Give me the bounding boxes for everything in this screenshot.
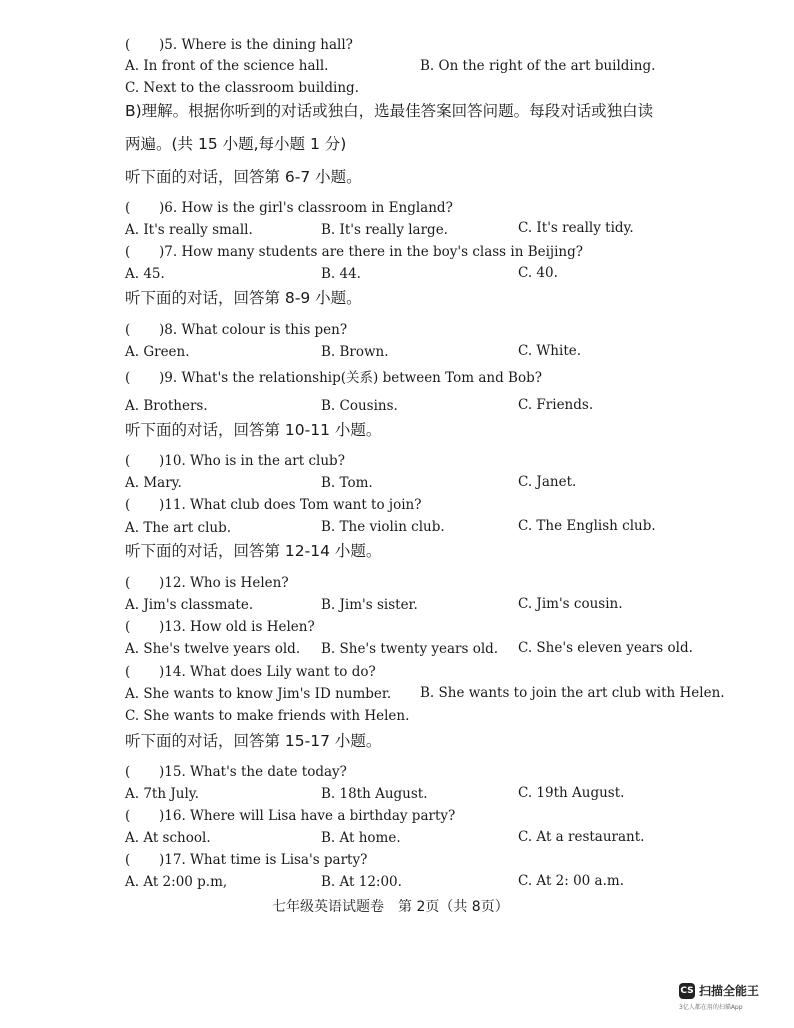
q15-option-a: A. 7th July. [125,786,199,802]
q10-option-c: C. Janet. [518,474,577,490]
q12-option-b: B. Jim's sister. [321,597,418,613]
question-5: ( )5. Where is the dining hall? [125,37,353,53]
question-15: ( )15. What's the date today? [125,764,347,780]
q13-option-c: C. She's eleven years old. [518,640,693,656]
q13-option-b: B. She's twenty years old. [321,641,499,657]
q8-option-c: C. White. [518,343,582,359]
question-7: ( )7. How many students are there in the boy's class in Beijing? [125,244,584,260]
q17-option-c: C. At 2: 00 a.m. [518,873,624,889]
section-b-instruction-line1: B)理解。根据你听到的对话或独白，选最佳答案回答问题。每段对话或独白读 [125,102,654,120]
q5-option-b: B. On the right of the art building. [420,58,656,74]
q17-option-b: B. At 12:00. [321,874,402,890]
question-14: ( )14. What does Lily want to do? [125,664,376,680]
question-9: ( )9. What's the relationship(关系) between Tom and Bob? [125,370,542,386]
q9-option-c: C. Friends. [518,397,594,413]
q9-option-b: B. Cousins. [321,398,398,414]
question-11: ( )11. What club does Tom want to join? [125,497,422,513]
q6-option-c: C. It's really tidy. [518,220,634,236]
q8-option-b: B. Brown. [321,344,389,360]
q16-option-a: A. At school. [125,830,211,846]
question-17: ( )17. What time is Lisa's party? [125,852,368,868]
question-10: ( )10. Who is in the art club? [125,453,345,469]
q5-option-c: C. Next to the classroom building. [125,80,359,96]
heading-6-7: 听下面的对话，回答第 6-7 小题。 [125,168,362,186]
q11-option-c: C. The English club. [518,518,656,534]
q14-option-b: B. She wants to join the art club with Helen. [420,685,725,701]
q15-option-c: C. 19th August. [518,785,625,801]
heading-10-11: 听下面的对话，回答第 10-11 小题。 [125,421,382,439]
q16-option-b: B. At home. [321,830,401,846]
q7-option-b: B. 44. [321,266,361,282]
watermark-tagline: 3亿人都在用的扫描App [679,1004,743,1011]
question-6: ( )6. How is the girl's classroom in England? [125,200,453,216]
heading-12-14: 听下面的对话，回答第 12-14 小题。 [125,542,382,560]
watermark-app-name: 扫描全能王 [699,984,760,998]
q6-option-a: A. It's really small. [125,222,253,238]
q8-option-a: A. Green. [125,344,190,360]
q10-option-b: B. Tom. [321,475,373,491]
q12-option-a: A. Jim's classmate. [125,597,254,613]
question-12: ( )12. Who is Helen? [125,575,289,591]
page-footer: 七年级英语试题卷 第 2页（共 8页） [272,899,509,915]
q5-option-a: A. In front of the science hall. [125,58,329,74]
scanner-watermark [679,982,759,999]
q12-option-c: C. Jim's cousin. [518,596,623,612]
q11-option-b: B. The violin club. [321,519,445,535]
q11-option-a: A. The art club. [125,520,232,536]
q16-option-c: C. At a restaurant. [518,829,645,845]
question-8: ( )8. What colour is this pen? [125,322,348,338]
q7-option-a: A. 45. [125,266,165,282]
section-b-instruction-line2: 两遍。(共 15 小题,每小题 1 分) [125,135,347,153]
q15-option-b: B. 18th August. [321,786,428,802]
q17-option-a: A. At 2:00 p.m, [125,874,228,890]
q9-option-a: A. Brothers. [125,398,208,414]
question-13: ( )13. How old is Helen? [125,619,315,635]
heading-15-17: 听下面的对话，回答第 15-17 小题。 [125,732,382,750]
q10-option-a: A. Mary. [125,475,182,491]
q7-option-c: C. 40. [518,265,558,281]
heading-8-9: 听下面的对话，回答第 8-9 小题。 [125,289,362,307]
q6-option-b: B. It's really large. [321,222,448,238]
q13-option-a: A. She's twelve years old. [125,641,301,657]
camscanner-logo-icon: CS [679,983,695,999]
question-16: ( )16. Where will Lisa have a birthday party? [125,808,456,824]
q14-option-c: C. She wants to make friends with Helen. [125,708,410,724]
q14-option-a: A. She wants to know Jim's ID number. [125,686,392,702]
